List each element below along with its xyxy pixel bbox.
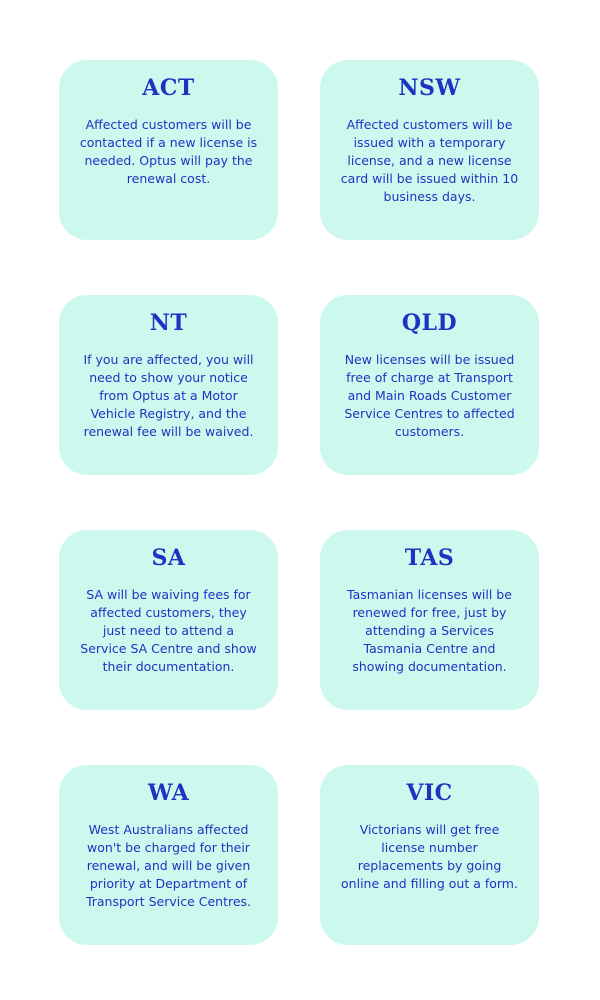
state-card-description: Affected customers will be contacted if a new license is needed. Optus will pay the renewal cost. — [79, 117, 258, 186]
state-card-description: Tasmanian licenses will be renewed for free, just by attending a Services Tasmania Centre and showing documentation. — [347, 587, 512, 674]
state-card-description: If you are affected, you will need to show your notice from Optus at a Motor Vehicle Registry, and the renewal fee will be waived. — [83, 352, 254, 439]
state-card-nsw — [320, 60, 539, 240]
state-card-title: WA — [147, 780, 190, 806]
state-card-title: SA — [151, 545, 186, 571]
state-card-qld — [320, 295, 539, 475]
state-card-description: Victorians will get free license number replacements by going online and filling out a form. — [341, 822, 518, 891]
state-card-title: ACT — [142, 75, 195, 101]
state-card-title: NT — [149, 310, 188, 336]
state-card-title: NSW — [398, 75, 461, 101]
state-card-title: TAS — [404, 545, 455, 571]
state-card-tas — [320, 530, 539, 710]
state-card-description: Affected customers will be issued with a temporary license, and a new license card will be issued within 10 business days. — [340, 117, 519, 204]
state-card-wa — [59, 765, 278, 945]
state-card-nt — [59, 295, 278, 475]
state-card-title: QLD — [401, 310, 458, 336]
state-card-vic — [320, 765, 539, 945]
state-card-title: VIC — [406, 780, 453, 806]
state-card-act — [59, 60, 278, 240]
state-card-description: West Australians affected won't be charged for their renewal, and will be given priority at Department of Transport Service Centres. — [85, 822, 252, 909]
state-card-sa — [59, 530, 278, 710]
state-card-description: SA will be waiving fees for affected customers, they just need to attend a Service SA Centre and show their documentation. — [80, 587, 257, 674]
state-card-description: New licenses will be issued free of charge at Transport and Main Roads Customer Service Centres to affected customers. — [344, 352, 515, 439]
